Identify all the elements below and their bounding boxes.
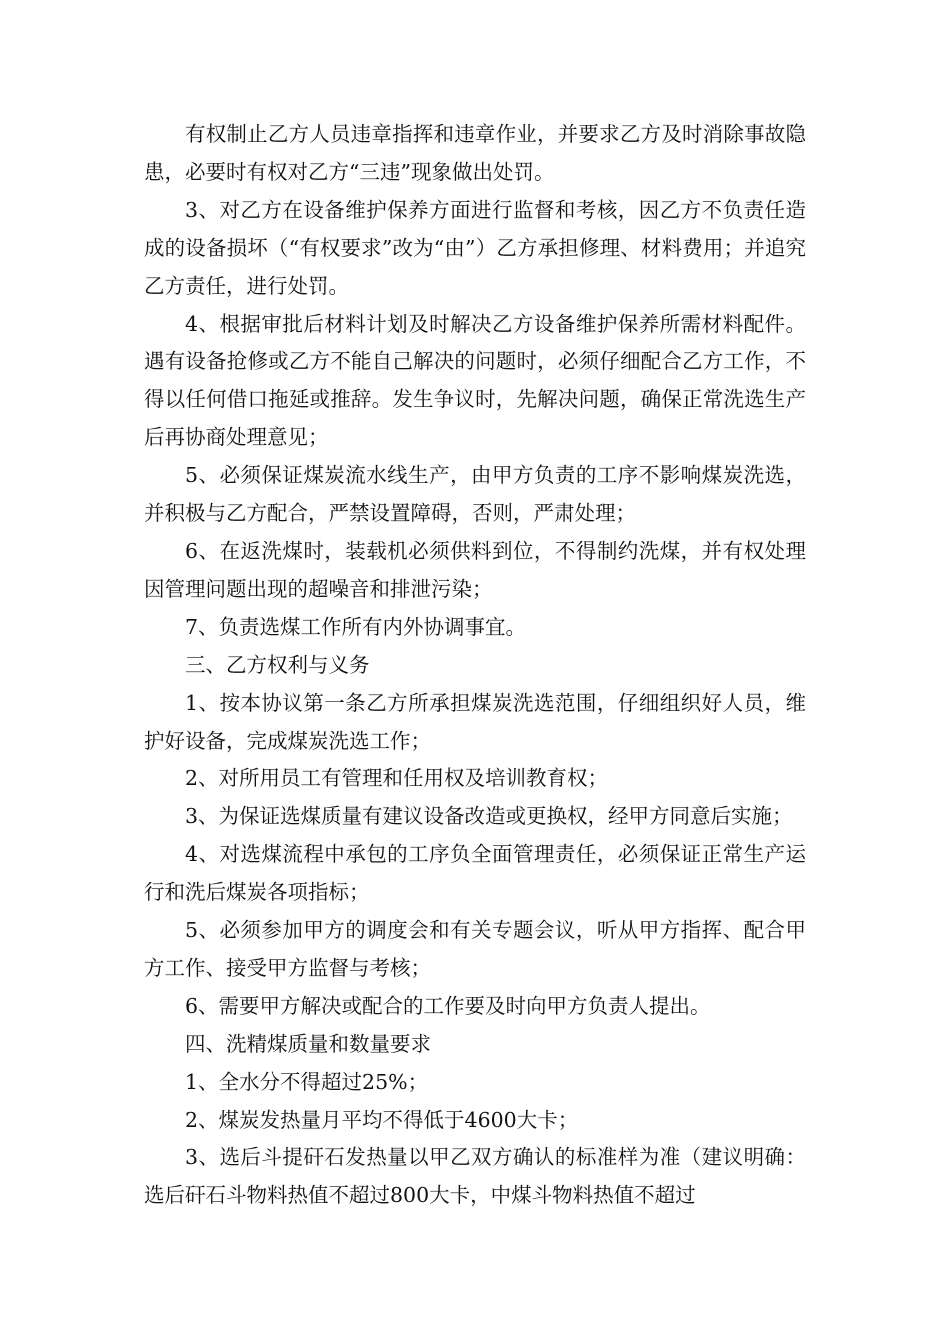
paragraph-14: 2、煤炭发热量月平均不得低于4600大卡； (185, 1107, 579, 1132)
paragraph-10: 4、对选煤流程中承包的工序负全面管理责任，必须保证正常生产运行和洗后煤炭各项指标； (144, 842, 806, 905)
section-heading-3: 三、乙方权利与义务 (185, 652, 370, 677)
paragraph-12: 6、需要甲方解决或配合的工作要及时向甲方负责人提出。 (185, 993, 711, 1018)
paragraph-9: 3、为保证选煤质量有建议设备改造或更换权，经甲方同意后实施； (185, 804, 793, 829)
paragraph-4: 5、必须保证煤炭流水线生产，由甲方负责的工序不影响煤炭洗选，并积极与乙方配合，严禁设置障碍，否则，严肃处理； (144, 463, 806, 526)
paragraph-13: 1、全水分不得超过25%； (185, 1069, 429, 1094)
paragraph-11: 5、必须参加甲方的调度会和有关专题会议，听从甲方指挥、配合甲方工作、接受甲方监督与考核； (144, 918, 806, 980)
paragraph-6: 7、负责选煤工作所有内外协调事宜。 (185, 614, 527, 639)
section-heading-4: 四、洗精煤质量和数量要求 (185, 1031, 431, 1056)
paragraph-15: 3、选后斗提矸石发热量以甲乙双方确认的标准样为准（建议明确：选后矸石斗物料热值不超过800大卡，中煤斗物料热值不超过 (144, 1145, 806, 1208)
paragraph-5: 6、在返洗煤时，装载机必须供料到位，不得制约洗煤，并有权处理因管理问题出现的超噪音和排泄污染； (144, 538, 806, 601)
paragraph-8: 2、对所用员工有管理和任用权及培训教育权； (185, 766, 609, 791)
paragraph-1: 有权制止乙方人员违章指挥和违章作业，并要求乙方及时消除事故隐患，必要时有权对乙方“三违”现象做出处罚。 (144, 122, 806, 184)
paragraph-7: 1、按本协议第一条乙方所承担煤炭洗选范围，仔细组织好人员，维护好设备，完成煤炭洗选工作； (144, 690, 806, 753)
document-body (144, 116, 806, 1215)
paragraph-2: 3、对乙方在设备维护保养方面进行监督和考核，因乙方不负责任造成的设备损坏（“有权要求”改为“由”）乙方承担修理、材料费用；并追究乙方责任，进行处罚。 (144, 197, 806, 298)
paragraph-3: 4、根据审批后材料计划及时解决乙方设备维护保养所需材料配件。遇有设备抢修或乙方不能自己解决的问题时，必须仔细配合乙方工作，不得以任何借口拖延或推辞。发生争议时，先解决问题，确保正常洗选生产后再协商处理意见； (144, 311, 806, 450)
